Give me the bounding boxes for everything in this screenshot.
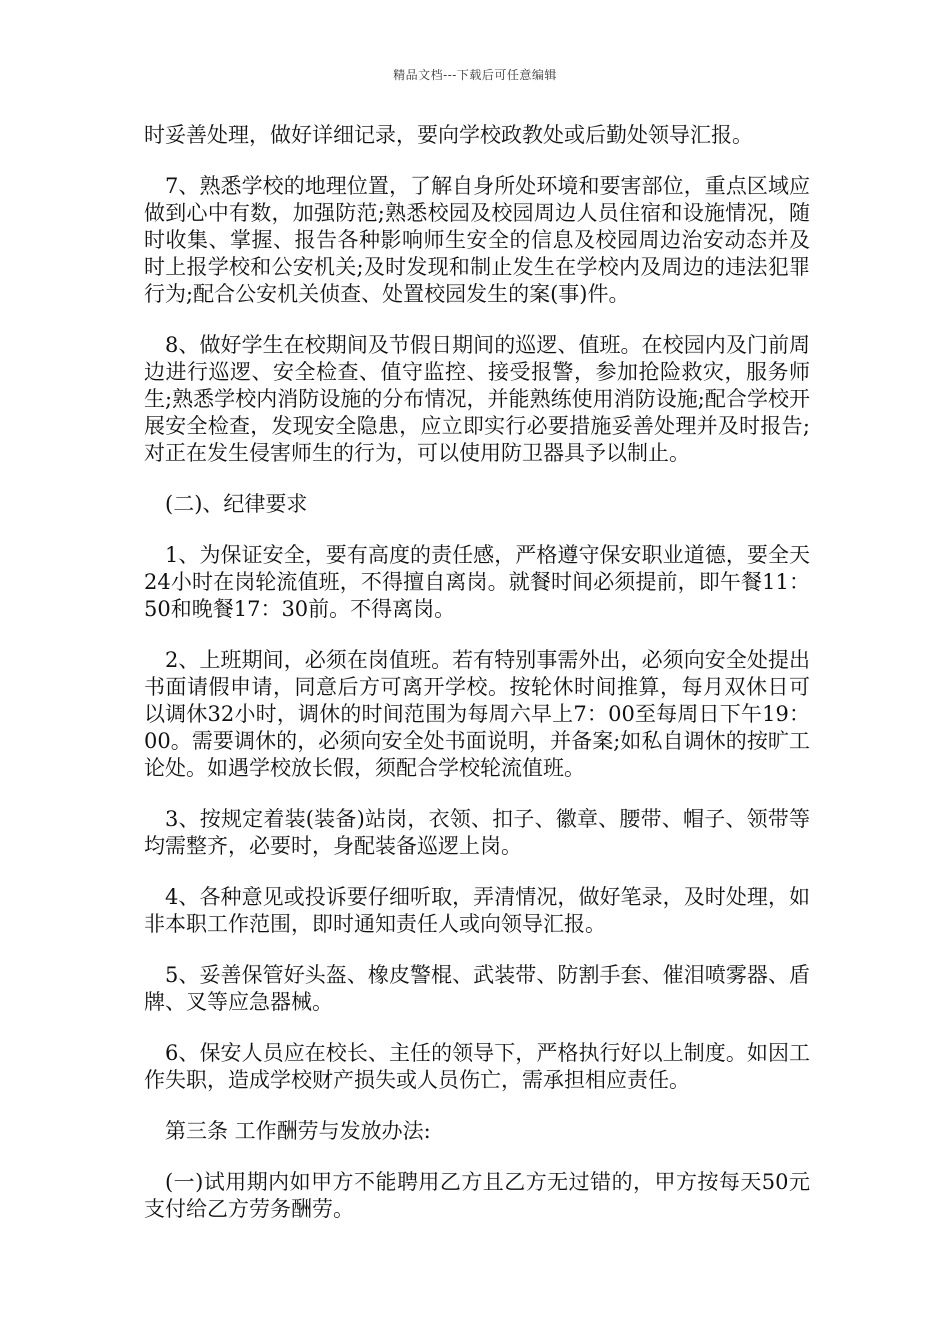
paragraph-discipline-5: 5、妥善保管好头盔、橡皮警棍、武装带、防割手套、催泪喷雾器、盾牌、叉等应急器械。 xyxy=(144,963,810,1014)
paragraph-discipline-3: 3、按规定着装(装备)站岗，衣领、扣子、徽章、腰带、帽子、领带等均需整齐，必要时，身配装备巡逻上岗。 xyxy=(144,807,810,858)
paragraph-discipline-1: 1、为保证安全，要有高度的责任感，严格遵守保安职业道德，要全天24小时在岗轮流值班，不得擅自离岗。就餐时间必须提前，即午餐11：50和晚餐17：30前。不得离岗。 xyxy=(144,543,810,621)
article-heading-compensation: 第三条 工作酬劳与发放办法: xyxy=(165,1119,431,1143)
paragraph-continuation: 时妥善处理，做好详细记录，要向学校政教处或后勤处领导汇报。 xyxy=(144,123,753,147)
page-header-watermark: 精品文档---下载后可任意编辑 xyxy=(393,68,557,82)
paragraph-item-8: 8、做好学生在校期间及节假日期间的巡逻、值班。在校园内及门前周边进行巡逻、安全检查、值守监控、接受报警，参加抢险救灾，服务师生;熟悉学校内消防设施的分布情况，并能熟练使用消防设施;配合学校开展安全检查，发现安全隐患，应立即实行必要措施妥善处理并及时报告;对正在发生侵害师生的行为，可以使用防卫器具予以制止。 xyxy=(144,333,810,465)
paragraph-discipline-4: 4、各种意见或投诉要仔细听取，弄清情况，做好笔录，及时处理，如非本职工作范围，即时通知责任人或向领导汇报。 xyxy=(144,885,810,936)
paragraph-discipline-2: 2、上班期间，必须在岗值班。若有特别事需外出，必须向安全处提出书面请假申请，同意后方可离开学校。按轮休时间推算，每月双休日可以调休32小时，调休的时间范围为每周六早上7：00至每周日下午19：00。需要调休的，必须向安全处书面说明，并备案;如私自调休的按旷工论处。如遇学校放长假，须配合学校轮流值班。 xyxy=(144,648,810,780)
document-body xyxy=(144,122,810,1247)
paragraph-compensation-1: (一)试用期内如甲方不能聘用乙方且乙方无过错的，甲方按每天50元支付给乙方劳务酬劳。 xyxy=(144,1170,810,1221)
paragraph-item-7: 7、熟悉学校的地理位置，了解自身所处环境和要害部位，重点区域应做到心中有数，加强防范;熟悉校园及校园周边人员住宿和设施情况，随时收集、掌握、报告各种影响师生安全的信息及校园周边治安动态并及时上报学校和公安机关;及时发现和制止发生在学校内及周边的违法犯罪行为;配合公安机关侦查、处置校园发生的案(事)件。 xyxy=(144,174,810,306)
paragraph-discipline-6: 6、保安人员应在校长、主任的领导下，严格执行好以上制度。如因工作失职，造成学校财产损失或人员伤亡，需承担相应责任。 xyxy=(144,1041,810,1092)
section-heading-discipline: (二)、纪律要求 xyxy=(165,492,308,516)
